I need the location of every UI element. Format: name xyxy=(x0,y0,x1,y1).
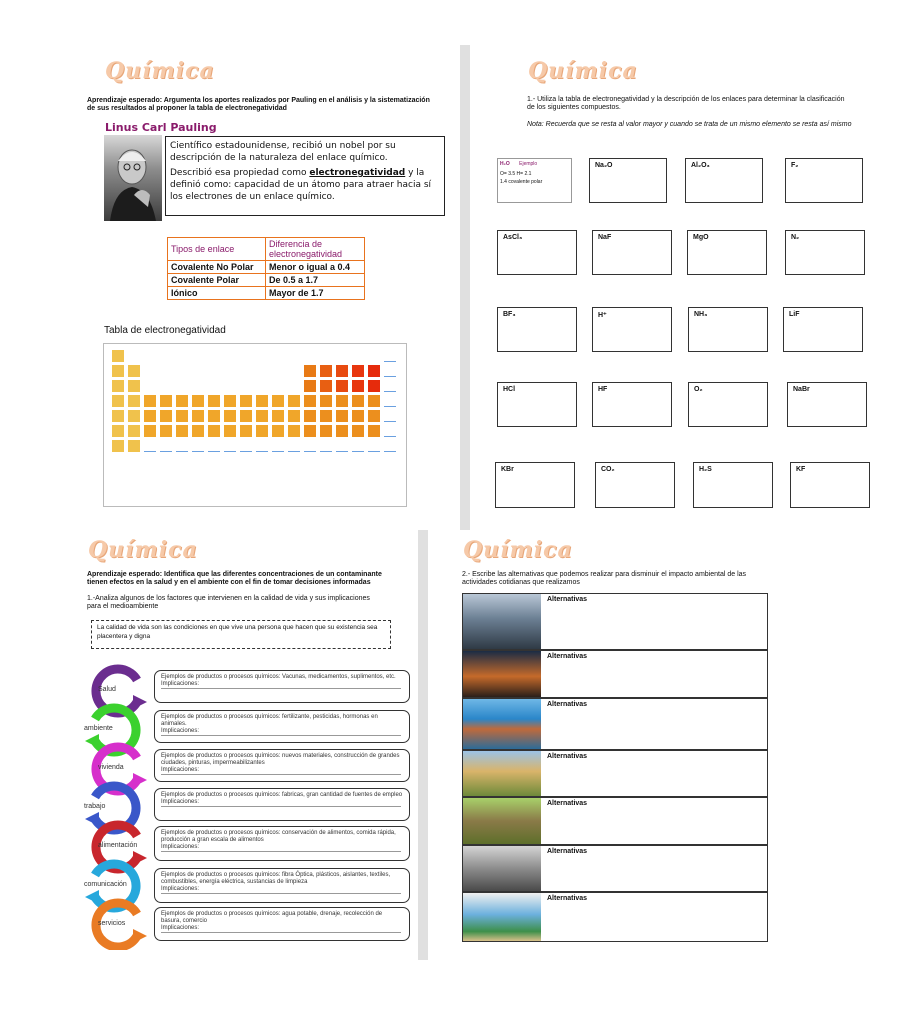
compound-answer-box[interactable] xyxy=(592,230,672,275)
element-cell xyxy=(352,395,364,407)
compound-answer-box[interactable] xyxy=(688,307,768,352)
factor-examples: Ejemplos de productos o procesos químicos: nuevos materiales, construcción de grandes ciudades, pinturas, impermeabilizantes xyxy=(161,753,400,766)
element-cell xyxy=(128,380,140,392)
table-cell: De 0.5 a 1.7 xyxy=(266,274,365,287)
compound-answer-box[interactable] xyxy=(589,158,667,203)
element-cell xyxy=(336,425,348,437)
element-cell xyxy=(192,395,204,407)
alternative-row[interactable] xyxy=(462,698,768,750)
compound-answer-box[interactable] xyxy=(783,307,863,352)
element-cell xyxy=(336,410,348,422)
unfilled-cell xyxy=(176,440,188,452)
activity-photo xyxy=(463,751,541,796)
instruction-text: 1.- Utiliza la tabla de electronegatividad y la descripción de los enlaces para determinar la clasificación de los siguientes compuestos. xyxy=(527,96,845,111)
table-cell: Mayor de 1.7 xyxy=(266,287,365,300)
factor-examples: Ejemplos de productos o procesos químicos: fabricas, gran cantidad de fuentes de empleo xyxy=(161,792,403,798)
noble-gas-cell xyxy=(384,350,396,362)
compound-formula: Na₂O xyxy=(595,162,613,169)
element-cell xyxy=(368,425,380,437)
element-cell xyxy=(112,380,124,392)
element-cell xyxy=(304,410,316,422)
element-cell xyxy=(112,350,124,362)
unfilled-cell xyxy=(368,440,380,452)
page-title: Química xyxy=(528,58,638,84)
element-cell xyxy=(240,410,252,422)
factor-implications: Implicaciones: xyxy=(161,925,401,933)
compound-formula: MgO xyxy=(693,234,709,241)
compound-answer-box[interactable] xyxy=(497,307,577,352)
compound-answer-box[interactable] xyxy=(787,382,867,427)
vertical-divider-top xyxy=(460,45,470,530)
element-cell xyxy=(288,425,300,437)
factor-box[interactable] xyxy=(154,868,410,903)
element-cell xyxy=(320,425,332,437)
element-cell xyxy=(256,395,268,407)
activity-photo xyxy=(463,893,541,941)
table-cell: Iónico xyxy=(168,287,266,300)
element-cell xyxy=(352,365,364,377)
compound-formula: NH₃ xyxy=(694,311,708,318)
element-cell xyxy=(160,425,172,437)
compound-answer-box[interactable] xyxy=(785,158,863,203)
table-header: Diferencia de electronegatividad xyxy=(266,238,365,261)
alternatives-label: Alternativas xyxy=(547,800,588,807)
factor-implications: Implicaciones: xyxy=(161,728,401,736)
alternative-row[interactable] xyxy=(462,892,768,942)
alternative-row[interactable] xyxy=(462,650,768,698)
cycle-label: alimentación xyxy=(98,842,138,849)
activity-photo xyxy=(463,798,541,844)
periodic-caption: Tabla de electronegatividad xyxy=(104,325,226,336)
compound-answer-box[interactable] xyxy=(592,307,672,352)
factor-implications: Implicaciones: xyxy=(161,799,401,807)
element-cell xyxy=(288,395,300,407)
noble-gas-cell xyxy=(384,380,396,392)
cycle-label: vivienda xyxy=(98,764,124,771)
element-cell xyxy=(368,410,380,422)
element-cell xyxy=(224,425,236,437)
keyword-electronegatividad: electronegatividad xyxy=(309,168,406,178)
person-name: Linus Carl Pauling xyxy=(105,121,217,134)
alternative-row[interactable] xyxy=(462,593,768,650)
noble-gas-cell xyxy=(384,410,396,422)
compound-formula: H⁺ xyxy=(598,312,607,319)
cycle-arrowhead xyxy=(85,890,99,904)
electronegativity-periodic-table xyxy=(103,343,407,507)
element-cell xyxy=(272,425,284,437)
element-cell xyxy=(304,425,316,437)
element-cell xyxy=(336,365,348,377)
note-text: Nota: Recuerda que se resta al valor mayor y cuando se trata de un mismo elemento se resta así mismo xyxy=(527,121,852,128)
page-title: Química xyxy=(105,58,215,84)
vertical-divider-bottom xyxy=(418,530,428,960)
element-cell xyxy=(224,395,236,407)
unfilled-cell xyxy=(240,440,252,452)
table-cell: Menor o igual a 0.4 xyxy=(266,261,365,274)
element-cell xyxy=(368,365,380,377)
element-cell xyxy=(176,410,188,422)
factor-box[interactable] xyxy=(154,749,410,782)
factor-box[interactable] xyxy=(154,788,410,821)
instruction-text: 2.- Escribe las alternativas que podemos realizar para disminuir el impacto ambiental de las actividades cotidianas que realizamos xyxy=(462,571,747,586)
unfilled-cell xyxy=(288,440,300,452)
element-cell xyxy=(128,395,140,407)
noble-gas-cell xyxy=(384,365,396,377)
compound-answer-box[interactable] xyxy=(688,382,768,427)
compound-answer-box[interactable] xyxy=(595,462,675,508)
compound-answer-box[interactable] xyxy=(693,462,773,508)
compound-answer-box[interactable] xyxy=(497,382,577,427)
element-cell xyxy=(128,425,140,437)
element-cell xyxy=(320,410,332,422)
element-cell xyxy=(112,365,124,377)
noble-gas-cell xyxy=(384,395,396,407)
element-cell xyxy=(112,425,124,437)
bio-box xyxy=(165,136,445,216)
compound-formula: KF xyxy=(796,466,806,473)
table-cell: Covalente Polar xyxy=(168,274,266,287)
element-cell xyxy=(176,425,188,437)
activity-photo xyxy=(463,699,541,749)
alternatives-label: Alternativas xyxy=(547,848,588,855)
factor-examples: Ejemplos de productos o procesos químicos: fertilizante, pesticidas, hormonas en animales. xyxy=(161,714,378,727)
element-cell xyxy=(112,440,124,452)
element-cell xyxy=(160,395,172,407)
cycle-arrowhead xyxy=(133,929,147,943)
factor-examples: Ejemplos de productos o procesos químicos: fibra Óptica, plásticos, aislantes, textiles, combustibles, energía eléctrica, sustancias de limpieza xyxy=(161,872,391,885)
element-cell xyxy=(304,380,316,392)
element-cell xyxy=(128,410,140,422)
compound-answer-box[interactable] xyxy=(687,230,767,275)
alternatives-label: Alternativas xyxy=(547,701,588,708)
page-title: Química xyxy=(88,537,198,563)
noble-gas-cell xyxy=(384,425,396,437)
factor-box[interactable] xyxy=(154,826,410,861)
cycle-arrowhead xyxy=(85,734,99,748)
activity-photo xyxy=(463,846,541,891)
element-cell xyxy=(144,395,156,407)
compound-answer-box[interactable] xyxy=(785,230,865,275)
element-cell xyxy=(368,395,380,407)
element-cell xyxy=(352,410,364,422)
compound-formula: KBr xyxy=(501,466,514,473)
element-cell xyxy=(272,395,284,407)
factor-implications: Implicaciones: xyxy=(161,767,401,775)
unfilled-cell xyxy=(160,440,172,452)
factor-implications: Implicaciones: xyxy=(161,681,401,689)
factor-examples: Ejemplos de productos o procesos químicos: conservación de alimentos, comida rápida, producción a gran escala de alimentos xyxy=(161,830,396,843)
element-cell xyxy=(224,410,236,422)
unfilled-cell xyxy=(192,440,204,452)
alternative-row[interactable] xyxy=(462,750,768,797)
compound-formula: NaF xyxy=(598,234,612,241)
element-cell xyxy=(304,365,316,377)
compound-formula: CO₂ xyxy=(601,466,615,473)
element-cell xyxy=(352,425,364,437)
compound-formula: N₂ xyxy=(791,234,800,241)
factor-implications: Implicaciones: xyxy=(161,844,401,852)
alternatives-label: Alternativas xyxy=(547,895,588,902)
factor-implications: Implicaciones: xyxy=(161,886,401,894)
alternative-row[interactable] xyxy=(462,845,768,892)
alternatives-label: Alternativas xyxy=(547,653,588,660)
cycle-label: servicios xyxy=(98,920,126,927)
compound-formula: F₂ xyxy=(791,162,799,169)
compound-formula: BF₃ xyxy=(503,311,516,318)
element-cell xyxy=(128,440,140,452)
cycle-arrowhead xyxy=(133,851,147,865)
cycle-label: ambiente xyxy=(84,725,113,732)
element-cell xyxy=(320,365,332,377)
unfilled-cell xyxy=(336,440,348,452)
element-cell xyxy=(288,410,300,422)
element-cell xyxy=(160,410,172,422)
cycle-arrowhead xyxy=(85,812,99,826)
element-cell xyxy=(192,425,204,437)
learning-goal: Aprendizaje esperado: Argumenta los aportes realizados por Pauling en el análisis y la sistematización de sus resultados al proponer la tabla de electronegatividad xyxy=(87,97,430,112)
element-cell xyxy=(144,425,156,437)
element-cell xyxy=(336,395,348,407)
compound-answer-box[interactable] xyxy=(790,462,870,508)
factor-examples: Ejemplos de productos o procesos químicos: Vacunas, medicamentos, suplimentos, etc. xyxy=(161,674,396,680)
unfilled-cell xyxy=(304,440,316,452)
element-cell xyxy=(112,395,124,407)
alternatives-label: Alternativas xyxy=(547,596,588,603)
compound-formula: NaBr xyxy=(793,386,810,393)
compound-formula: HCl xyxy=(503,386,516,393)
element-cell xyxy=(192,410,204,422)
compound-formula: HF xyxy=(598,386,608,393)
element-cell xyxy=(112,410,124,422)
element-cell xyxy=(176,395,188,407)
page-title: Química xyxy=(463,537,573,563)
bio-text-2: Describió esa propiedad como electronegatividad y la definió como: capacidad de un átomo para atraer hacia sí los electrones de un enlace químico. xyxy=(170,168,432,202)
element-cell xyxy=(320,380,332,392)
cycle-label: comunicación xyxy=(84,881,127,888)
element-cell xyxy=(240,425,252,437)
table-header: Tipos de enlace xyxy=(168,238,266,261)
activity-photo xyxy=(463,651,541,697)
element-cell xyxy=(128,365,140,377)
pauling-photo xyxy=(104,135,162,221)
unfilled-cell xyxy=(384,440,396,452)
unfilled-cell xyxy=(208,440,220,452)
definition-box: La calidad de vida son las condiciones en que vive una persona que hacen que su existencia sea placentera y digna xyxy=(91,620,391,649)
cycle-arrowhead xyxy=(133,695,147,709)
element-cell xyxy=(352,380,364,392)
instruction-text: 1.-Analiza algunos de los factores que intervienen en la calidad de vida y sus implicaciones para el medioambiente xyxy=(87,595,370,610)
cycle-label: Salud xyxy=(98,686,116,693)
alternative-row[interactable] xyxy=(462,797,768,845)
compound-answer-box[interactable] xyxy=(495,462,575,508)
element-cell xyxy=(320,395,332,407)
compound-formula: AsCl₃ xyxy=(503,234,523,241)
bond-types-table xyxy=(167,237,365,300)
element-cell xyxy=(336,380,348,392)
bio-text-1: Científico estadounidense, recibió un nobel por su descripción de la naturaleza del enlace químico. xyxy=(170,141,396,163)
element-cell xyxy=(208,410,220,422)
unfilled-cell xyxy=(272,440,284,452)
compound-answer-box[interactable] xyxy=(497,230,577,275)
compound-formula: H₂S xyxy=(699,466,712,473)
compound-formula: LiF xyxy=(789,311,800,318)
factor-box[interactable] xyxy=(154,907,410,941)
compound-formula: Al₂O₃ xyxy=(691,162,710,169)
compound-answer-box[interactable] xyxy=(685,158,763,203)
unfilled-cell xyxy=(352,440,364,452)
element-cell xyxy=(272,410,284,422)
element-cell xyxy=(304,395,316,407)
factor-box[interactable] xyxy=(154,710,410,743)
unfilled-cell xyxy=(320,440,332,452)
factor-box[interactable] xyxy=(154,670,410,703)
element-cell xyxy=(240,395,252,407)
element-cell xyxy=(208,395,220,407)
element-cell xyxy=(256,425,268,437)
table-cell: Covalente No Polar xyxy=(168,261,266,274)
unfilled-cell xyxy=(224,440,236,452)
cycle-label: trabajo xyxy=(84,803,106,810)
alternatives-label: Alternativas xyxy=(547,753,588,760)
factor-examples: Ejemplos de productos o procesos químicos: agua potable, drenaje, recolección de basura, comercio xyxy=(161,911,383,924)
unfilled-cell xyxy=(144,440,156,452)
unfilled-cell xyxy=(256,440,268,452)
element-cell xyxy=(256,410,268,422)
example-box: H₂O Ejemplo O= 3.5 H= 2.1 1.4 covalente polar xyxy=(497,158,572,203)
element-cell xyxy=(208,425,220,437)
learning-goal: Aprendizaje esperado: Identifica que las diferentes concentraciones de un contaminante tienen efectos en la salud y en el ambiente con el fin de tomar decisiones informadas xyxy=(87,571,382,586)
compound-formula: O₂ xyxy=(694,386,703,393)
element-cell xyxy=(144,410,156,422)
cycle-arrowhead xyxy=(133,773,147,787)
activity-photo xyxy=(463,594,541,649)
compound-answer-box[interactable] xyxy=(592,382,672,427)
element-cell xyxy=(368,380,380,392)
